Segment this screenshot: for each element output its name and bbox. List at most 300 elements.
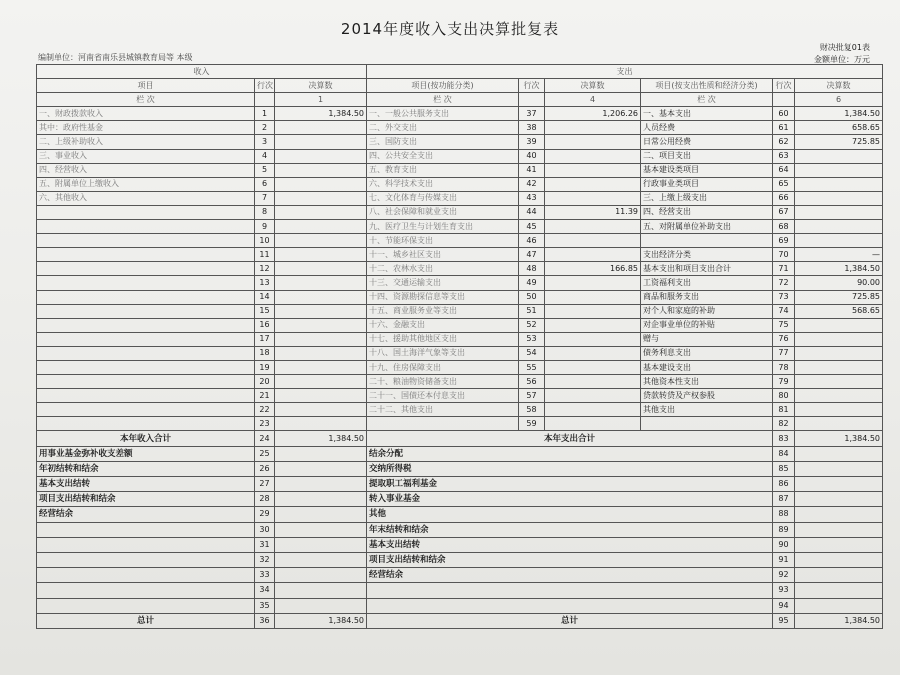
income-amount [275, 290, 367, 304]
distribution-item: 其他 [367, 507, 773, 522]
econ-amount [795, 417, 883, 431]
econ-item: 对个人和家庭的补助 [641, 304, 773, 318]
line-number: 58 [519, 403, 545, 417]
distribution-amount [795, 507, 883, 522]
econ-item: 工资福利支出 [641, 276, 773, 290]
econ-amount [795, 205, 883, 219]
income-amount [275, 318, 367, 332]
line-number: 84 [773, 446, 795, 461]
totals-row [37, 431, 883, 446]
func-amount [545, 220, 641, 234]
col-label: 栏 次 [641, 93, 773, 107]
balance-row [37, 568, 883, 583]
line-number: 34 [255, 583, 275, 598]
line-number: 92 [773, 568, 795, 583]
table-row [37, 417, 883, 431]
table-row [37, 121, 883, 135]
func-item: 十五、商业服务业等支出 [367, 304, 519, 318]
line-number: 95 [773, 613, 795, 628]
econ-item: 支出经济分类 [641, 248, 773, 262]
line-number: 29 [255, 507, 275, 522]
income-item: 二、上级补助收入 [37, 135, 255, 149]
line-number: 81 [773, 403, 795, 417]
table-row [37, 234, 883, 248]
grand-total-label: 总计 [37, 613, 255, 628]
line-number: 75 [773, 318, 795, 332]
balance-amount [275, 492, 367, 507]
grand-total-label: 总计 [367, 613, 773, 628]
line-number: 88 [773, 507, 795, 522]
func-amount: 166.85 [545, 262, 641, 276]
econ-item: 二、项目支出 [641, 149, 773, 163]
func-amount [545, 276, 641, 290]
income-item: 一、财政拨款收入 [37, 107, 255, 121]
line-number: 18 [255, 346, 275, 360]
econ-amount: 658.65 [795, 121, 883, 135]
line-number: 16 [255, 318, 275, 332]
balance-amount [275, 598, 367, 613]
econ-amount [795, 375, 883, 389]
form-meta [814, 42, 870, 66]
line-number: 79 [773, 375, 795, 389]
balance-row [37, 507, 883, 522]
income-amount [275, 332, 367, 346]
distribution-item: 项目支出结转和结余 [367, 552, 773, 567]
balance-item [37, 598, 255, 613]
line-number: 53 [519, 332, 545, 346]
line-number: 56 [519, 375, 545, 389]
func-item: 八、社会保障和就业支出 [367, 205, 519, 219]
line-number: 91 [773, 552, 795, 567]
econ-item: 基本建设支出 [641, 360, 773, 374]
line-number: 48 [519, 262, 545, 276]
econ-amount: 1,384.50 [795, 107, 883, 121]
income-amount [275, 248, 367, 262]
balance-row [37, 598, 883, 613]
line-number: 3 [255, 135, 275, 149]
table-row [37, 332, 883, 346]
income-item: 三、事业收入 [37, 149, 255, 163]
balance-amount [275, 552, 367, 567]
income-item [37, 375, 255, 389]
line-number: 73 [773, 290, 795, 304]
line-number: 52 [519, 318, 545, 332]
line-number: 74 [773, 304, 795, 318]
econ-item: 对企事业单位的补贴 [641, 318, 773, 332]
income-item [37, 332, 255, 346]
income-item [37, 234, 255, 248]
econ-item: 一、基本支出 [641, 107, 773, 121]
table-row [37, 346, 883, 360]
income-amount [275, 276, 367, 290]
col-number [519, 93, 545, 107]
func-item [367, 417, 519, 431]
line-number: 59 [519, 417, 545, 431]
line-number: 83 [773, 431, 795, 446]
income-item: 其中：政府性基金 [37, 121, 255, 135]
grand-total-value: 1,384.50 [275, 613, 367, 628]
line-number: 67 [773, 205, 795, 219]
econ-item: 债务利息支出 [641, 346, 773, 360]
income-amount [275, 417, 367, 431]
econ-amount: 568.65 [795, 304, 883, 318]
balance-row [37, 537, 883, 552]
balance-item [37, 522, 255, 537]
distribution-amount [795, 583, 883, 598]
func-item: 十六、金融支出 [367, 318, 519, 332]
line-number: 23 [255, 417, 275, 431]
econ-amount: 725.85 [795, 135, 883, 149]
econ-amount [795, 163, 883, 177]
distribution-item: 结余分配 [367, 446, 773, 461]
line-number: 38 [519, 121, 545, 135]
econ-amount [795, 191, 883, 205]
balance-amount [275, 507, 367, 522]
econ-item: 其他支出 [641, 403, 773, 417]
line-number: 60 [773, 107, 795, 121]
line-number: 57 [519, 389, 545, 403]
table-row [37, 318, 883, 332]
econ-item: 人员经费 [641, 121, 773, 135]
table-row [37, 107, 883, 121]
econ-amount [795, 346, 883, 360]
line-number: 12 [255, 262, 275, 276]
line-number: 30 [255, 522, 275, 537]
balance-amount [275, 583, 367, 598]
line-number: 21 [255, 389, 275, 403]
table-row [37, 276, 883, 290]
line-number: 39 [519, 135, 545, 149]
col-number: 6 [795, 93, 883, 107]
income-amount [275, 375, 367, 389]
table-row [37, 191, 883, 205]
line-number: 50 [519, 290, 545, 304]
distribution-amount [795, 446, 883, 461]
table-row [37, 220, 883, 234]
income-item: 四、经营收入 [37, 163, 255, 177]
distribution-amount [795, 568, 883, 583]
line-number: 35 [255, 598, 275, 613]
amount-header: 决算数 [545, 79, 641, 93]
func-item: 二十一、国债还本付息支出 [367, 389, 519, 403]
func-amount [545, 304, 641, 318]
line-number: 66 [773, 191, 795, 205]
distribution-amount [795, 492, 883, 507]
col-number: 1 [275, 93, 367, 107]
func-item: 九、医疗卫生与计划生育支出 [367, 220, 519, 234]
table-row [37, 389, 883, 403]
func-amount [545, 248, 641, 262]
balance-amount [275, 446, 367, 461]
econ-item [641, 417, 773, 431]
line-number: 13 [255, 276, 275, 290]
func-item: 四、公共安全支出 [367, 149, 519, 163]
line-number: 9 [255, 220, 275, 234]
line-number: 64 [773, 163, 795, 177]
balance-amount [275, 461, 367, 476]
balance-item [37, 568, 255, 583]
line-number: 1 [255, 107, 275, 121]
income-total-value: 1,384.50 [275, 431, 367, 446]
distribution-amount [795, 461, 883, 476]
line-number: 28 [255, 492, 275, 507]
balance-row [37, 477, 883, 492]
income-header: 收入 [37, 65, 367, 79]
balance-amount [275, 522, 367, 537]
func-amount [545, 191, 641, 205]
balance-row [37, 583, 883, 598]
line-number: 27 [255, 477, 275, 492]
table-row [37, 403, 883, 417]
func-amount [545, 318, 641, 332]
balance-item: 年初结转和结余 [37, 461, 255, 476]
balance-item [37, 552, 255, 567]
table-row [37, 290, 883, 304]
income-amount [275, 149, 367, 163]
line-number: 8 [255, 205, 275, 219]
func-item: 十一、城乡社区支出 [367, 248, 519, 262]
table-row [37, 360, 883, 374]
balance-item [37, 537, 255, 552]
balance-amount [275, 568, 367, 583]
func-item: 二十、粮油物资储备支出 [367, 375, 519, 389]
distribution-item [367, 598, 773, 613]
header-row-2 [37, 79, 883, 93]
line-number: 61 [773, 121, 795, 135]
line-number: 87 [773, 492, 795, 507]
income-amount [275, 177, 367, 191]
func-amount [545, 234, 641, 248]
line-number: 51 [519, 304, 545, 318]
econ-amount [795, 177, 883, 191]
econ-item: 商品和服务支出 [641, 290, 773, 304]
func-amount [545, 346, 641, 360]
income-item [37, 205, 255, 219]
func-amount [545, 121, 641, 135]
balance-row [37, 492, 883, 507]
line-number: 32 [255, 552, 275, 567]
func-item: 一、一般公共服务支出 [367, 107, 519, 121]
expenditure-total-label: 本年支出合计 [367, 431, 773, 446]
func-item: 十七、援助其他地区支出 [367, 332, 519, 346]
econ-amount [795, 332, 883, 346]
income-item [37, 248, 255, 262]
func-amount [545, 375, 641, 389]
grand-total-row [37, 613, 883, 628]
grand-total-value: 1,384.50 [795, 613, 883, 628]
header-row-1 [37, 65, 883, 79]
line-number: 49 [519, 276, 545, 290]
income-item [37, 403, 255, 417]
expenditure-total-value: 1,384.50 [795, 431, 883, 446]
income-item: 六、其他收入 [37, 191, 255, 205]
income-item [37, 417, 255, 431]
line-number: 54 [519, 346, 545, 360]
func-amount [545, 360, 641, 374]
line-number: 55 [519, 360, 545, 374]
income-amount [275, 389, 367, 403]
distribution-item: 年末结转和结余 [367, 522, 773, 537]
income-amount [275, 205, 367, 219]
income-item [37, 389, 255, 403]
line-number: 19 [255, 360, 275, 374]
line-number: 40 [519, 149, 545, 163]
line-number: 31 [255, 537, 275, 552]
line-number: 46 [519, 234, 545, 248]
line-number: 15 [255, 304, 275, 318]
col-number [255, 93, 275, 107]
income-item [37, 276, 255, 290]
income-amount [275, 135, 367, 149]
income-amount [275, 304, 367, 318]
distribution-amount [795, 477, 883, 492]
compiler-unit: 编制单位：河南省南乐县城镇教育局等 本级 [38, 53, 193, 62]
income-item [37, 304, 255, 318]
econ-amount [795, 149, 883, 163]
table-row [37, 205, 883, 219]
balance-row [37, 552, 883, 567]
econ-item: 其他资本性支出 [641, 375, 773, 389]
func-item: 十三、交通运输支出 [367, 276, 519, 290]
income-item [37, 290, 255, 304]
col-label: 栏 次 [367, 93, 519, 107]
func-item: 二、外交支出 [367, 121, 519, 135]
income-item [37, 220, 255, 234]
econ-amount [795, 403, 883, 417]
func-amount [545, 149, 641, 163]
line-number: 6 [255, 177, 275, 191]
line-number: 78 [773, 360, 795, 374]
income-item [37, 346, 255, 360]
income-item [37, 318, 255, 332]
expenditure-header: 支出 [367, 65, 883, 79]
amount-unit: 金额单位：万元 [814, 55, 870, 64]
line-number: 47 [519, 248, 545, 262]
line-no-header: 行次 [519, 79, 545, 93]
table-row [37, 375, 883, 389]
income-item-header: 项目 [37, 79, 255, 93]
form-code: 财决批复01表 [819, 43, 870, 52]
func-item: 十四、资源勘探信息等支出 [367, 290, 519, 304]
econ-amount: 725.85 [795, 290, 883, 304]
income-amount [275, 403, 367, 417]
func-amount [545, 332, 641, 346]
income-amount [275, 346, 367, 360]
func-item: 三、国防支出 [367, 135, 519, 149]
line-number: 2 [255, 121, 275, 135]
line-number: 94 [773, 598, 795, 613]
line-number: 37 [519, 107, 545, 121]
income-amount [275, 262, 367, 276]
balance-row [37, 461, 883, 476]
balance-row [37, 522, 883, 537]
col-number: 4 [545, 93, 641, 107]
table-row [37, 177, 883, 191]
line-number: 11 [255, 248, 275, 262]
line-number: 76 [773, 332, 795, 346]
func-item: 二十二、其他支出 [367, 403, 519, 417]
balance-item: 项目支出结转和结余 [37, 492, 255, 507]
econ-item [641, 234, 773, 248]
econ-amount [795, 360, 883, 374]
income-item: 五、附属单位上缴收入 [37, 177, 255, 191]
income-item [37, 262, 255, 276]
line-number: 20 [255, 375, 275, 389]
amount-header: 决算数 [795, 79, 883, 93]
econ-amount [795, 389, 883, 403]
income-item [37, 360, 255, 374]
line-number: 62 [773, 135, 795, 149]
income-amount: 1,384.50 [275, 107, 367, 121]
line-number: 33 [255, 568, 275, 583]
func-amount [545, 389, 641, 403]
econ-amount [795, 234, 883, 248]
line-number: 72 [773, 276, 795, 290]
balance-amount [275, 477, 367, 492]
budget-table [36, 64, 883, 629]
econ-item: 三、上缴上级支出 [641, 191, 773, 205]
line-number: 26 [255, 461, 275, 476]
econ-amount [795, 220, 883, 234]
distribution-item: 转入事业基金 [367, 492, 773, 507]
func-item: 十八、国土海洋气象等支出 [367, 346, 519, 360]
table-row [37, 262, 883, 276]
line-number: 22 [255, 403, 275, 417]
line-number: 65 [773, 177, 795, 191]
econ-item: 基本建设类项目 [641, 163, 773, 177]
econ-item: 五、对附属单位补助支出 [641, 220, 773, 234]
line-number: 25 [255, 446, 275, 461]
line-number: 42 [519, 177, 545, 191]
income-total-label: 本年收入合计 [37, 431, 255, 446]
line-number: 7 [255, 191, 275, 205]
line-number: 44 [519, 205, 545, 219]
balance-row [37, 446, 883, 461]
line-no-header: 行次 [255, 79, 275, 93]
line-number: 45 [519, 220, 545, 234]
econ-amount: 1,384.50 [795, 262, 883, 276]
line-number: 89 [773, 522, 795, 537]
line-number: 86 [773, 477, 795, 492]
func-amount [545, 135, 641, 149]
line-number: 68 [773, 220, 795, 234]
func-amount [545, 177, 641, 191]
econ-item: 基本支出和项目支出合计 [641, 262, 773, 276]
func-item: 十二、农林水支出 [367, 262, 519, 276]
econ-item: 赠与 [641, 332, 773, 346]
econ-amount: — [795, 248, 883, 262]
line-number: 71 [773, 262, 795, 276]
header-row-3 [37, 93, 883, 107]
page-title: 2014年度收入支出决算批复表 [340, 20, 560, 38]
func-amount [545, 163, 641, 177]
func-item: 十九、住房保障支出 [367, 360, 519, 374]
func-amount [545, 417, 641, 431]
func-amount [545, 403, 641, 417]
col-number [773, 93, 795, 107]
line-number: 63 [773, 149, 795, 163]
table-row [37, 248, 883, 262]
line-no-header: 行次 [773, 79, 795, 93]
income-amount [275, 360, 367, 374]
distribution-item: 提取职工福利基金 [367, 477, 773, 492]
func-amount [545, 290, 641, 304]
table-row [37, 163, 883, 177]
balance-item: 经营结余 [37, 507, 255, 522]
line-number: 93 [773, 583, 795, 598]
line-number: 77 [773, 346, 795, 360]
distribution-item: 交纳所得税 [367, 461, 773, 476]
